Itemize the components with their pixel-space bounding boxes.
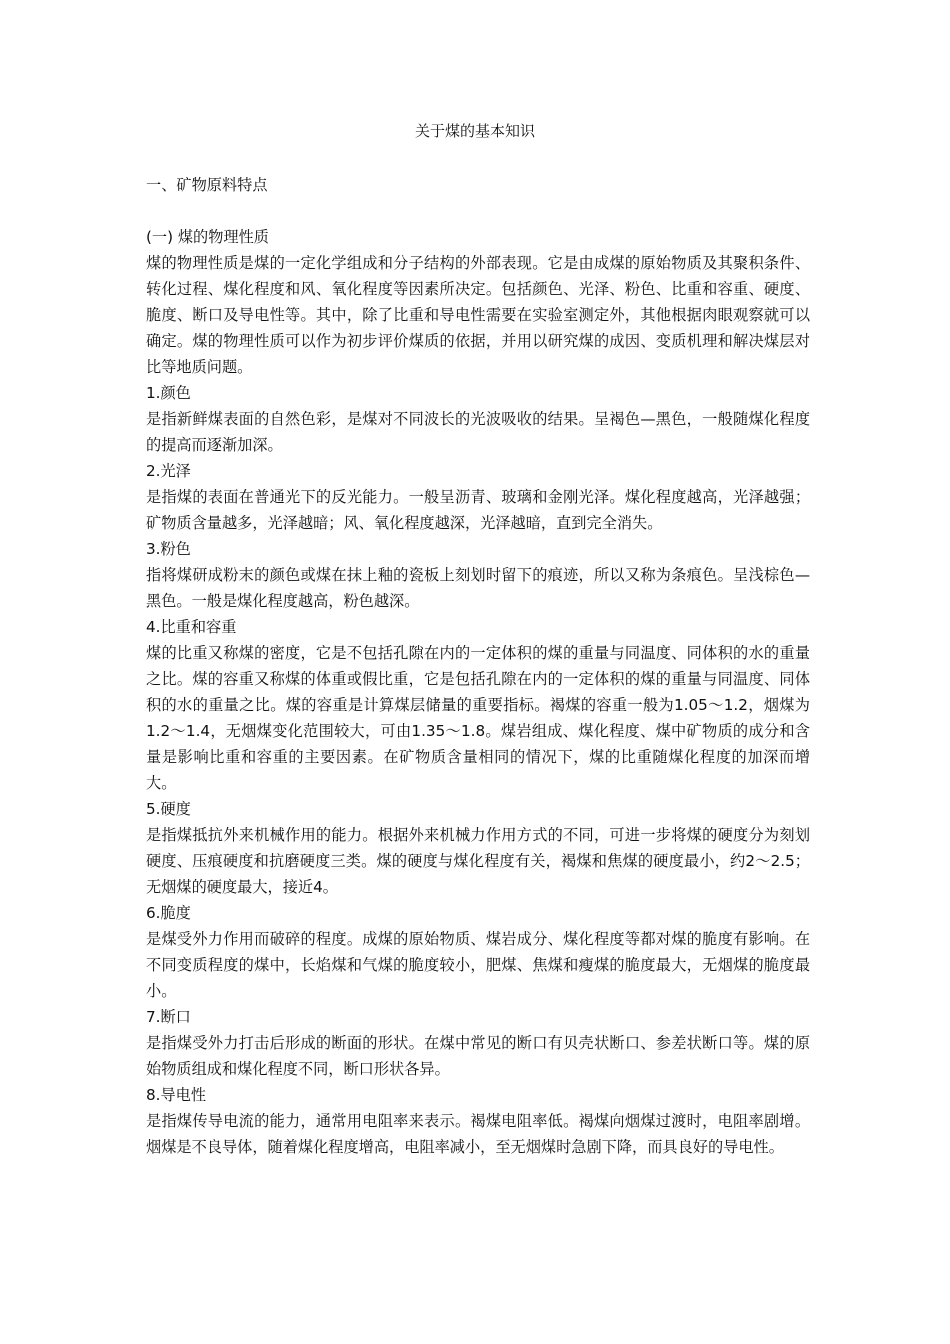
item-heading: 5.硬度 (146, 800, 191, 818)
item-heading: 1.颜色 (146, 384, 191, 402)
item-heading: 4.比重和容重 (146, 618, 237, 636)
item-color (146, 380, 810, 458)
item-paragraph: 是煤受外力作用而破碎的程度。成煤的原始物质、煤岩成分、煤化程度等都对煤的脆度有影响。在不同变质程度的煤中，长焰煤和气煤的脆度较小，肥煤、焦煤和瘦煤的脆度最大，无烟煤的脆度最小。 (146, 930, 810, 1000)
item-paragraph: 是指新鲜煤表面的自然色彩，是煤对不同波长的光波吸收的结果。呈褐色—黑色，一般随煤化程度的提高而逐渐加深。 (146, 410, 810, 454)
item-brittleness (146, 900, 810, 1004)
item-heading: 7.断口 (146, 1008, 191, 1026)
item-paragraph: 是指煤受外力打击后形成的断面的形状。在煤中常见的断口有贝壳状断口、参差状断口等。煤的原始物质组成和煤化程度不同，断口形状各异。 (146, 1034, 810, 1078)
chapter-heading: 一、矿物原料特点 (146, 176, 268, 194)
item-heading: 8.导电性 (146, 1086, 207, 1104)
item-heading: 3.粉色 (146, 540, 191, 558)
section-physical-properties (146, 224, 810, 1160)
item-fracture (146, 1004, 810, 1082)
item-heading: 2.光泽 (146, 462, 191, 480)
item-conductivity (146, 1082, 810, 1160)
item-density (146, 614, 810, 796)
item-hardness (146, 796, 810, 900)
document-title: 关于煤的基本知识 (414, 122, 535, 140)
item-paragraph: 指将煤研成粉末的颜色或煤在抹上釉的瓷板上刻划时留下的痕迹，所以又称为条痕色。呈浅棕色—黑色。一般是煤化程度越高，粉色越深。 (146, 566, 810, 610)
item-heading: 6.脆度 (146, 904, 191, 922)
section-intro-paragraph: 煤的物理性质是煤的一定化学组成和分子结构的外部表现。它是由成煤的原始物质及其聚积条件、转化过程、煤化程度和风、氧化程度等因素所决定。包括颜色、光泽、粉色、比重和容重、硬度、脆度、断口及导电性等。其中，除了比重和导电性需要在实验室测定外，其他根据肉眼观察就可以确定。煤的物理性质可以作为初步评价煤质的依据，并用以研究煤的成因、变质机理和解决煤层对比等地质问题。 (146, 254, 810, 376)
section-heading: (一) 煤的物理性质 (146, 228, 269, 246)
item-paragraph: 是指煤传导电流的能力，通常用电阻率来表示。褐煤电阻率低。褐煤向烟煤过渡时，电阻率剧增。烟煤是不良导体，随着煤化程度增高，电阻率减小，至无烟煤时急剧下降，而具良好的导电性。 (146, 1112, 810, 1156)
item-paragraph: 是指煤的表面在普通光下的反光能力。一般呈沥青、玻璃和金刚光泽。煤化程度越高，光泽越强；矿物质含量越多，光泽越暗；风、氧化程度越深，光泽越暗，直到完全消失。 (146, 488, 810, 532)
item-paragraph: 是指煤抵抗外来机械作用的能力。根据外来机械力作用方式的不同，可进一步将煤的硬度分为刻划硬度、压痕硬度和抗磨硬度三类。煤的硬度与煤化程度有关，褐煤和焦煤的硬度最小，约2～2.5；无烟煤的硬度最大，接近4。 (146, 826, 810, 896)
item-luster (146, 458, 810, 536)
document-body (146, 172, 810, 1160)
item-streak-color (146, 536, 810, 614)
item-paragraph: 煤的比重又称煤的密度，它是不包括孔隙在内的一定体积的煤的重量与同温度、同体积的水的重量之比。煤的容重又称煤的体重或假比重，它是包括孔隙在内的一定体积的煤的重量与同温度、同体积的水的重量之比。煤的容重是计算煤层储量的重要指标。褐煤的容重一般为1.05～1.2，烟煤为1.2～1.4，无烟煤变化范围较大，可由1.35～1.8。煤岩组成、煤化程度、煤中矿物质的成分和含量是影响比重和容重的主要因素。在矿物质含量相同的情况下，煤的比重随煤化程度的加深而增大。 (146, 644, 810, 792)
